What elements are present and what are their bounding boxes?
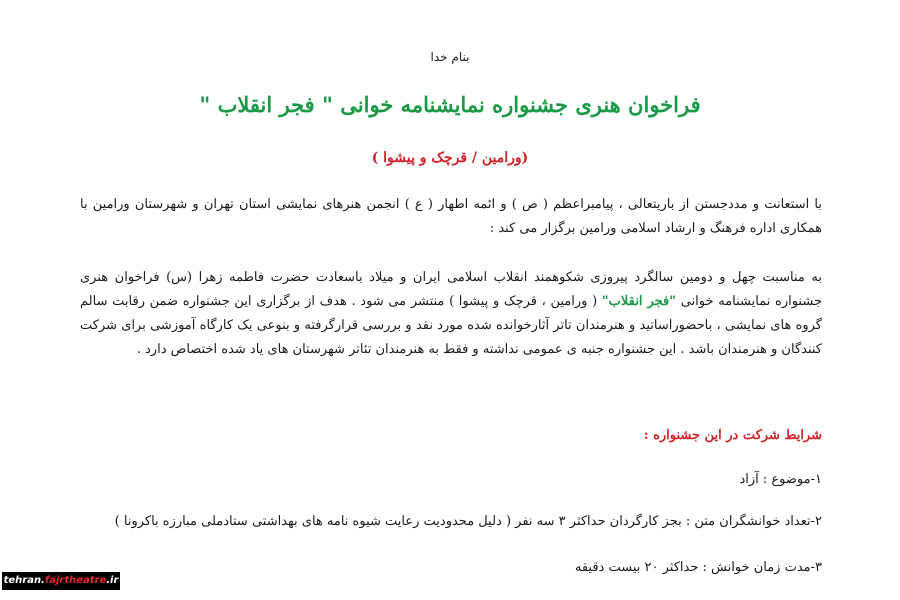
condition-item-topic: ۱-موضوع : آزاد <box>739 472 822 487</box>
basmala: بنام خدا <box>430 50 470 64</box>
watermark-suffix: .ir <box>106 575 119 586</box>
condition-item-readers: ۲-تعداد خوانشگران متن : بجز کارگردان حداکثر ۳ سه نفر ( دلیل محدودیت رعایت شیوه نامه های بهداشتی ستادملی مبارزه باکرونا ) <box>114 514 822 529</box>
watermark-accent: fajrtheatre <box>44 575 107 586</box>
body-text-part-2: ( ورامین ، قرچک و پیشوا ) منتشر می شود . هدف از برگزاری این جشنواره ضمن رقابت سالم گروه های نمایشی ، باحضوراساتید و هنرمندان تاتر آثارخوانده شده مورد نقد و بررسی قرارگرفته و بنوعی یک کارگاه آموزشی برای شرکت کنندگان و هنرمندان باشد . این جشنواره جنبه ی عمومی نداشته و فقط به هنرمندان تئاتر شهرستان های یاد شده اختصاص دارد . <box>80 294 822 357</box>
body-paragraph <box>80 266 822 362</box>
site-watermark <box>2 572 120 590</box>
intro-paragraph: با استعانت و مددجستن از باریتعالی ، پیامبراعظم ( ص ) و ائمه اطهار ( ع ) انجمن هنرهای نمایشی استان تهران و شهرستان ورامین با همکاری اداره فرهنگ و ارشاد اسلامی ورامین برگزار می کند : <box>80 197 822 236</box>
conditions-heading: شرایط شرکت در این جشنواره : <box>643 428 822 443</box>
page-subtitle: (ورامین / قرچک و پیشوا ) <box>371 150 529 166</box>
festival-name-highlight: "فجر انقلاب" <box>601 294 677 309</box>
page-title: فراخوان هنری جشنواره نمایشنامه خوانی " فجر انقلاب " <box>199 92 701 117</box>
watermark-prefix: tehran. <box>3 575 45 586</box>
body-text-part-1: به مناسبت چهل و دومین سالگرد پیروزی شکوهمند انقلاب اسلامی ایران و میلاد باسعادت حضرت فاطمه زهرا (س) فراخوان هنری جشنواره نمایشنامه خوانی <box>80 270 822 309</box>
condition-item-duration: ۳-مدت زمان خوانش : حداکثر ۲۰ بیست دقیقه <box>574 560 822 575</box>
